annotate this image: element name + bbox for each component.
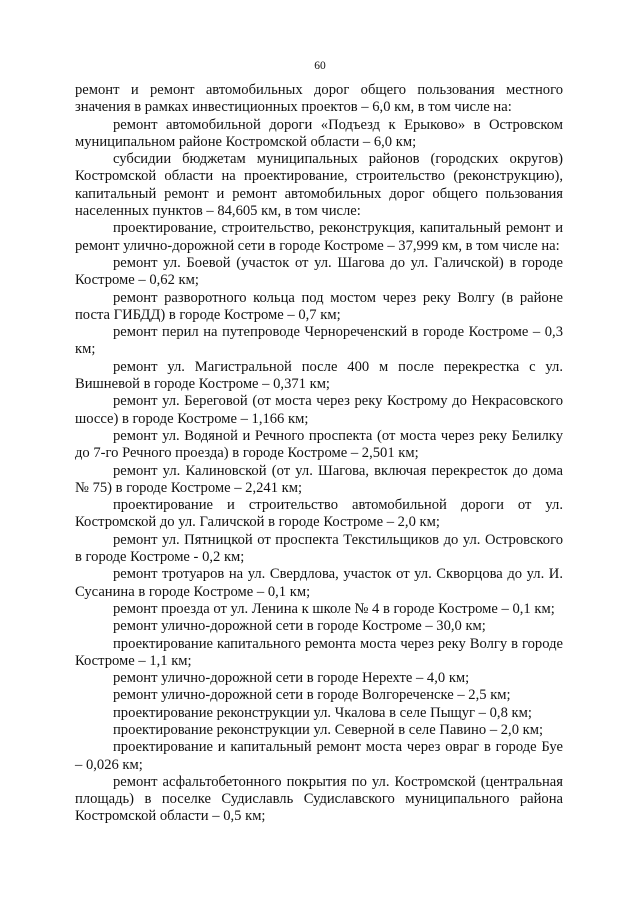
paragraph: ремонт и ремонт автомобильных дорог общего пользования местного значения в рамках инвестиционных проектов – 6,0 км, в том числе на: <box>75 82 563 116</box>
paragraph: ремонт улично-дорожной сети в городе Нерехте – 4,0 км; <box>113 670 470 687</box>
paragraph: проектирование капитального ремонта моста через реку Волгу в городе Костроме – 1,1 км; <box>75 635 563 669</box>
paragraph: субсидии бюджетам муниципальных районов (городских округов) Костромской области на проектирование, строительство (реконструкцию), капитальный ремонт и ремонт автомобильных дорог общего пользования населенных пунктов – 84,605 км, в том числе: <box>75 151 563 220</box>
paragraph: ремонт ул. Калиновской (от ул. Шагова, включая перекресток до дома № 75) в городе Костроме – 2,241 км; <box>75 462 563 496</box>
paragraph: ремонт автомобильной дороги «Подъезд к Ерыково» в Островском муниципальном районе Костромской области – 6,0 км; <box>75 116 563 150</box>
paragraph: ремонт ул. Боевой (участок от ул. Шагова до ул. Галичской) в городе Костроме – 0,62 км; <box>75 254 563 289</box>
paragraph: проектирование реконструкции ул. Чкалова в селе Пыщуг – 0,8 км; <box>113 704 532 721</box>
paragraph: проектирование, строительство, реконструкция, капитальный ремонт и ремонт улично-дорожной сети в городе Костроме – 37,999 км, в том числе на: <box>75 220 563 254</box>
paragraph: ремонт ул. Магистральной после 400 м после перекрестка с ул. Вишневой в городе Костроме – 0,371 км; <box>75 358 563 393</box>
paragraph: ремонт ул. Пятницкой от проспекта Текстильщиков до ул. Островского в городе Костроме - 0,2 км; <box>75 531 563 566</box>
paragraph: проектирование реконструкции ул. Северной в селе Павино – 2,0 км; <box>113 721 544 738</box>
paragraph: ремонт проезда от ул. Ленина к школе № 4 в городе Костроме – 0,1 км; <box>113 600 555 617</box>
paragraph: ремонт улично-дорожной сети в городе Костроме – 30,0 км; <box>113 618 486 635</box>
paragraph: ремонт асфальтобетонного покрытия по ул. Костромской (центральная площадь) в поселке Судиславль Судиславского муниципального района Костромской области – 0,5 км; <box>75 773 563 825</box>
paragraph: ремонт улично-дорожной сети в городе Волгореченске – 2,5 км; <box>113 687 511 704</box>
paragraph: ремонт разворотного кольца под мостом через реку Волгу (в районе поста ГИБДД) в городе Костроме – 0,7 км; <box>75 289 563 323</box>
paragraph: проектирование и строительство автомобильной дороги от ул. Костромской до ул. Галичской в городе Костроме – 2,0 км; <box>75 497 563 531</box>
paragraph: проектирование и капитальный ремонт моста через овраг в городе Буе – 0,026 км; <box>75 739 563 773</box>
paragraph: ремонт ул. Береговой (от моста через реку Кострому до Некрасовского шоссе) в городе Костроме – 1,166 км; <box>75 393 563 427</box>
paragraph: ремонт перил на путепроводе Чернореченский в городе Костроме – 0,3 км; <box>75 324 563 358</box>
paragraph: ремонт ул. Водяной и Речного проспекта (от моста через реку Белилку до 7-го Речного проезда) в городе Костроме – 2,501 км; <box>75 427 563 462</box>
paragraph: ремонт тротуаров на ул. Свердлова, участок от ул. Скворцова до ул. И. Сусанина в городе Костроме – 0,1 км; <box>75 566 563 600</box>
page-number: 60 <box>314 60 326 72</box>
document-body <box>75 82 563 826</box>
